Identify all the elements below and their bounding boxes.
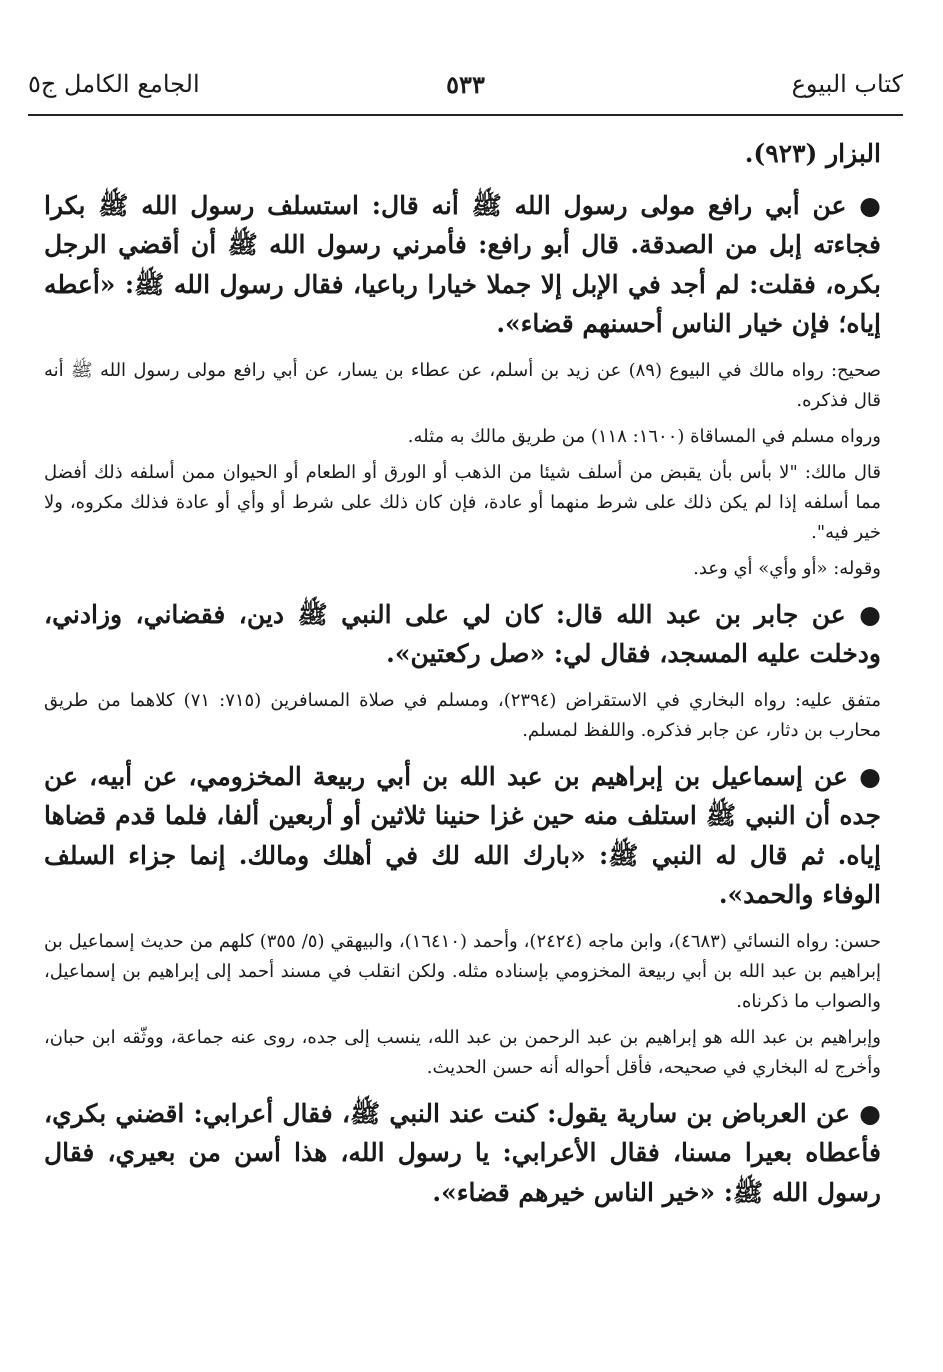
continuation-line: البزار (٩٢٣). (744, 139, 881, 168)
footnote-hasan: حسن: رواه النسائي (٤٦٨٣)، وابن ماجه (٢٤٢٤)، وأحمد (١٦٤١٠)، والبيهقي (٥/ ٣٥٥) كلهم من حديث إسماعيل بن إبراهيم بن عبد الله بن أبي ربيعة المخزومي بإسناده مثله. ولكن انقلب في مسند أحمد إلى إبراهيم بن إسماعيل، والصواب ما ذكرناه. (44, 930, 881, 1012)
footnote-narrator: وإبراهيم بن عبد الله هو إبراهيم بن عبد الرحمن بن عبد الله، ينسب إلى جده، روى عنه جماعة، ووثّقه ابن حبان، وأخرج له البخاري في صحيحه، فأقل أحواله أنه حسن الحديث. (44, 1026, 881, 1078)
footnote-malik-comment: قال مالك: "لا بأس بأن يقبض من أسلف شيئا من الذهب أو الورق أو الطعام أو الحيوان ممن أسلفه ذلك أفضل مما أسلفه إذا لم يكن ذلك على شرط منهما أو عادة، فإن كان ذلك على شرط أو وأي أو عادة فذلك مكروه، ولا خير فيه". (44, 461, 881, 543)
footnote-definition: وقوله: «أو وأي» أي وعد. (693, 557, 881, 579)
footnote-muttafaq: متفق عليه: رواه البخاري في الاستقراض (٢٣٩٤)، ومسلم في صلاة المسافرين (٧١٥: ٧١) كلاهما من طريق محارب بن دثار، عن جابر فذكره. واللفظ لمسلم. (44, 689, 881, 741)
book-section-title: كتاب البيوع (791, 70, 903, 98)
series-title: الجامع الكامل ج٥ (28, 70, 200, 98)
hadith-irbad: ● عن العرباض بن سارية يقول: كنت عند النبي ﷺ، فقال أعرابي: اقضني بكري، فأعطاه بعيرا مسنا، فقال الأعرابي: يا رسول الله، هذا أسن من بعيري، فقال رسول الله ﷺ: «خير الناس خيرهم قضاء». (44, 1098, 881, 1207)
hadith-ismail: ● عن إسماعيل بن إبراهيم بن عبد الله بن أبي ربيعة المخزومي، عن أبيه، عن جده أن النبي ﷺ استلف منه حين غزا حنينا ثلاثين أو أربعين ألفا، فلما قدم قضاها إياه. ثم قال له النبي ﷺ: «بارك الله لك في أهلك ومالك. إنما جزاء السلف الوفاء والحمد». (44, 761, 881, 909)
page-number: ٥٣٣ (446, 70, 485, 99)
header-divider (28, 114, 903, 116)
footnote-muslim: ورواه مسلم في المساقاة (١٦٠٠: ١١٨) من طريق مالك به مثله. (407, 425, 881, 447)
running-header (28, 66, 903, 110)
hadith-abu-rafi: ● عن أبي رافع مولى رسول الله ﷺ أنه قال: استسلف رسول الله ﷺ بكرا فجاءته إبل من الصدقة. قال أبو رافع: فأمرني رسول الله ﷺ أن أقضي الرجل بكره، فقلت: لم أجد في الإبل إلا جملا خيارا رباعيا، فقال رسول الله ﷺ: «أعطه إياه؛ فإن خيار الناس أحسنهم قضاء». (44, 190, 881, 338)
hadith-jabir: ● عن جابر بن عبد الله قال: كان لي على النبي ﷺ دين، فقضاني، وزادني، ودخلت عليه المسجد، فقال لي: «صل ركعتين». (44, 599, 881, 668)
footnote-takhrij: صحيح: رواه مالك في البيوع (٨٩) عن زيد بن أسلم، عن عطاء بن يسار، عن أبي رافع مولى رسول الله ﷺ أنه قال فذكره. (44, 359, 881, 411)
page-body (44, 134, 881, 1224)
